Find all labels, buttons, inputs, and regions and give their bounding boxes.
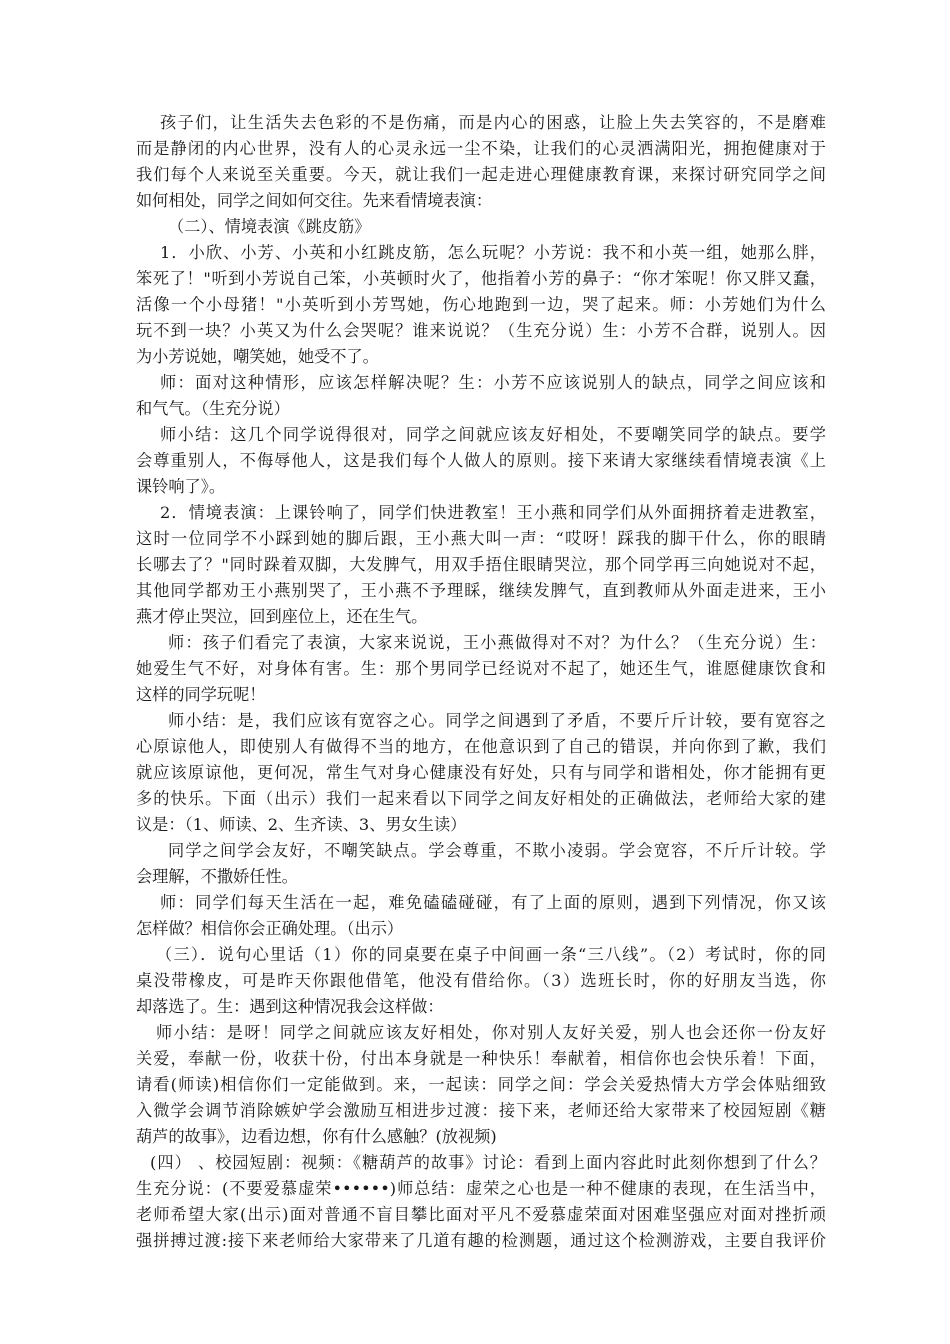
text-line: 师小结：这几个同学说得很对，同学之间就应该友好相处，不要嘲笑同学的缺点。要学	[160, 425, 826, 444]
text-line: 会尊重别人，不侮辱他人，这是我们每个人做人的原则。接下来请大家继续看情境表演《上	[136, 451, 826, 470]
text-line: 怎样做？相信你会正确处理。（出示）	[136, 919, 404, 938]
text-line: 会理解，不撒娇任性。	[136, 867, 298, 886]
section-heading: （二）、情境表演《跳皮筋》	[168, 217, 371, 236]
text-line: 孩子们，让生活失去色彩的不是伤痛，而是内心的困惑，让脸上失去笑容的，不是磨难	[160, 113, 826, 132]
text-line: 课铃响了》。	[136, 477, 226, 496]
text-line: 玩不到一块？小英又为什么会哭呢？谁来说说？（生充分说）生：小芳不合群，说别人。因	[136, 321, 826, 340]
text-line: 和气气。（生充分说）	[136, 399, 290, 418]
text-line: 这样的同学玩呢！	[136, 685, 266, 704]
text-line: 桌没带橡皮，可是昨天你跟他借笔，他没有借给你。（3）选班长时，你的好朋友当选，你	[136, 971, 826, 990]
text-line: 为小芳说她，嘲笑她，她受不了。	[136, 347, 379, 366]
text-line: 燕才停止哭泣，回到座位上，还在生气。	[136, 607, 428, 626]
text-line: 师：同学们每天生活在一起，难免磕磕碰碰，有了上面的原则，遇到下列情况，你又该	[160, 893, 826, 912]
text-line: 这时一位同学不小踩到她的脚后跟，王小燕大叫一声：“哎呀！踩我的脚干什么，你的眼睛	[136, 529, 826, 548]
text-line: 1．小欣、小芳、小英和小红跳皮筋，怎么玩呢？小芳说：我不和小英一组，她那么胖，	[160, 243, 826, 262]
text-line: 入微学会调节消除嫉妒学会激励互相进步过渡：接下来，老师还给大家带来了校园短剧《糖	[136, 1101, 826, 1120]
text-line: 如何相处，同学之间如何交往。先来看情境表演：	[136, 191, 493, 210]
text-line: 生充分说：(不要爱慕虚荣••••••)师总结：虚荣之心也是一种不健康的表现，在生活当中，	[136, 1179, 826, 1198]
text-line: 师小结：是呀！同学之间就应该友好相处，你对别人友好关爱，别人也会还你一份友好	[156, 1023, 826, 1042]
text-line: 强拼搏过渡:接下来老师给大家带来了几道有趣的检测题，通过这个检测游戏，主要自我评价	[136, 1231, 826, 1250]
text-line: 我们每个人来说至关重要。今天，就让我们一起走进心理健康教育课，来探讨研究同学之间	[136, 165, 826, 184]
text-line: 就应该原谅他，更何况，常生气对身心健康没有好处，只有与同学和谐相处，你才能拥有更	[136, 763, 826, 782]
text-line: 老师希望大家(出示)面对普通不盲目攀比面对平凡不爱慕虚荣面对困难坚强应对面对挫折顽	[136, 1205, 826, 1224]
text-line: 关爱，奉献一份，收获十份，付出本身就是一种快乐！奉献着，相信你也会快乐着！下面，	[136, 1049, 826, 1068]
text-line: 师小结：是，我们应该有宽容之心。同学之间遇到了矛盾，不要斤斤计较，要有宽容之	[168, 711, 826, 730]
text-line: 2．情境表演：上课铃响了，同学们快进教室！王小燕和同学们从外面拥挤着走进教室，	[160, 503, 826, 522]
text-line: 师：面对这种情形，应该怎样解决呢？生：小芳不应该说别人的缺点，同学之间应该和	[160, 373, 826, 392]
text-line: 笨死了！"听到小芳说自己笨，小英顿时火了，他指着小芳的鼻子：“你才笨呢！你又胖又蠢，	[136, 269, 826, 288]
text-line: 议是：（1、师读、2、生齐读、3、男女生读）	[136, 815, 467, 834]
text-line: 心原谅他人，即使别人有做得不当的地方，在他意识到了自己的错误，并向你到了歉，我们	[136, 737, 826, 756]
text-line: 却落选了。生：遇到这种情况我会这样做：	[136, 997, 444, 1016]
text-line: 长哪去了？"同时跺着双脚，大发脾气，用双手捂住眼睛哭泣，那个同学再三向她说对不起，	[136, 555, 826, 574]
text-line: 葫芦的故事》，边看边想，你有什么感触？(放视频)	[136, 1127, 497, 1146]
text-line: （三）．说句心里话（1）你的同桌要在桌子中间画一条“三八线”。（2）考试时，你的同	[156, 945, 826, 964]
text-line: 而是静闭的内心世界，没有人的心灵永远一尘不染，让我们的心灵洒满阳光，拥抱健康对于	[136, 139, 826, 158]
text-line: 她爱生气不好，对身体有害。生：那个男同学已经说对不起了，她还生气，谁愿健康饮食和	[136, 659, 826, 678]
text-line: 请看(师读)相信你们一定能做到。来，一起读：同学之间：学会关爱热情大方学会体贴细致	[136, 1075, 826, 1094]
text-line: 多的快乐。下面（出示）我们一起来看以下同学之间友好相处的正确做法，老师给大家的建	[136, 789, 826, 808]
text-line: 活像一个小母猪！"小英听到小芳骂她，伤心地跑到一边，哭了起来。师：小芳她们为什么	[136, 295, 826, 314]
text-line: 同学之间学会友好，不嘲笑缺点。学会尊重，不欺小凌弱。学会宽容，不斤斤计较。学	[168, 841, 826, 860]
text-line: 师：孩子们看完了表演，大家来说说，王小燕做得对不对？为什么？（生充分说）生：	[168, 633, 826, 652]
text-line: (四） 、校园短剧：视频：《糖葫芦的故事》讨论：看到上面内容此时此刻你想到了什么？	[150, 1153, 826, 1172]
text-line: 其他同学都劝王小燕别哭了，王小燕不予理睬，继续发脾气，直到教师从外面走进来，王小	[136, 581, 826, 600]
